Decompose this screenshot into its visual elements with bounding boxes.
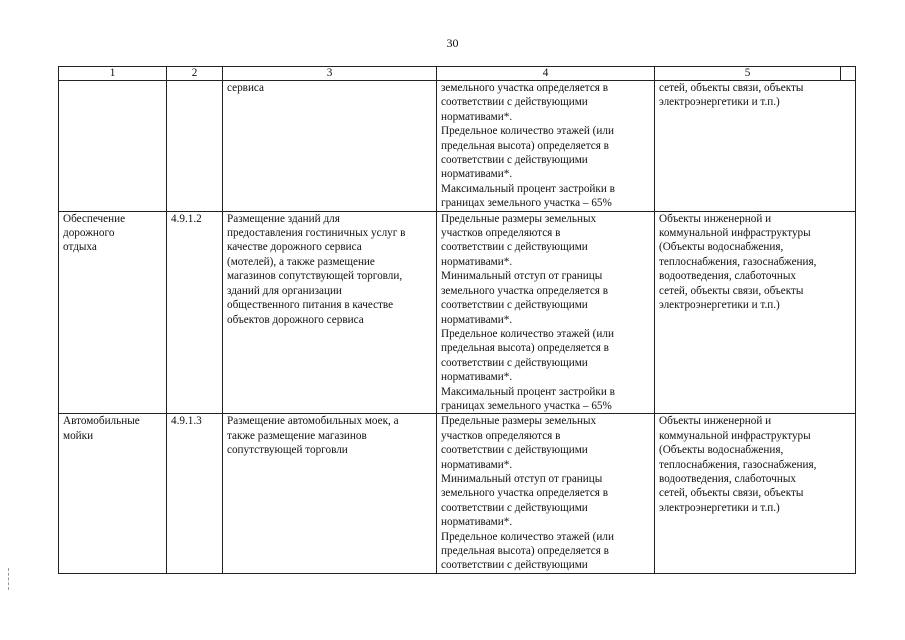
cell-text-line: Предельное количество этажей (или [441, 530, 614, 543]
cell-text-line: нормативами*. [441, 313, 513, 326]
cell-text-line: Минимальный отступ от границы [441, 270, 603, 283]
cell-text-line: Предельное количество этажей (или [441, 125, 614, 138]
zoning-table [58, 66, 856, 574]
cell-text-line: соответствии с действующими [441, 96, 588, 109]
cell-text-line: земельного участка определяется в [441, 284, 609, 297]
cell-text-line: Размещение зданий для [227, 212, 340, 225]
table-cell-3 [223, 211, 437, 414]
cell-text-line: дорожного [63, 227, 115, 240]
cell-text-line: земельного участка определяется в [441, 82, 609, 94]
header-col-extra [841, 67, 856, 81]
cell-text-line: предельная высота) определяется в [441, 342, 609, 355]
cell-text-line: границах земельного участка – 65% [441, 197, 612, 210]
cell-text-line: соответствии с действующими [441, 154, 588, 167]
header-col-5: 5 [655, 67, 841, 81]
table-cell-1 [59, 81, 167, 212]
table-cell-5 [655, 414, 856, 573]
cell-text-line: Максимальный процент застройки в [441, 182, 615, 195]
cell-text-line: Предельные размеры земельных [441, 415, 597, 428]
cell-text-line: Автомобильные [63, 415, 140, 428]
scan-edge-mark [8, 568, 10, 590]
cell-text-line: (Объекты водоснабжения, [659, 444, 784, 457]
cell-text-line: сетей, объекты связи, объекты [659, 82, 804, 94]
table-cell-4 [437, 211, 655, 414]
header-col-2: 2 [167, 67, 223, 81]
cell-text-line: объектов дорожного сервиса [227, 313, 364, 326]
cell-text-line: Объекты инженерной и [659, 415, 772, 428]
cell-text-line: электроэнергетики и т.п.) [659, 299, 780, 312]
cell-text-line: участков определяются в [441, 429, 561, 442]
cell-text-line: (мотелей), а также размещение [227, 255, 375, 268]
cell-text-line: коммунальной инфраструктуры [659, 227, 811, 240]
table-cell-2 [167, 211, 223, 414]
table-cell-5 [655, 81, 856, 212]
cell-text-line: Объекты инженерной и [659, 212, 772, 225]
cell-text-line: соответствии с действующими [441, 501, 588, 514]
cell-text-line: электроэнергетики и т.п.) [659, 501, 780, 514]
cell-text-line: Максимальный процент застройки в [441, 385, 615, 398]
table-cell-4 [437, 414, 655, 573]
cell-text-line: Предельное количество этажей (или [441, 327, 614, 340]
table-row [59, 414, 856, 573]
header-row [59, 67, 856, 81]
cell-text-line: коммунальной инфраструктуры [659, 429, 811, 442]
table-cell-2 [167, 81, 223, 212]
table-cell-2 [167, 414, 223, 573]
cell-text-line: земельного участка определяется в [441, 487, 609, 500]
table-cell-5 [655, 211, 856, 414]
cell-text-line: предельная высота) определяется в [441, 139, 609, 152]
cell-text-line: теплоснабжения, газоснабжения, [659, 458, 817, 471]
cell-text-line: водоотведения, слаботочных [659, 472, 796, 485]
cell-text-line: сетей, объекты связи, объекты [659, 284, 804, 297]
table-cell-4 [437, 81, 655, 212]
cell-text-line: участков определяются в [441, 227, 561, 240]
cell-text-line: водоотведения, слаботочных [659, 270, 796, 283]
cell-text-line: Предельные размеры земельных [441, 212, 597, 225]
cell-text-line: сервиса [227, 82, 264, 94]
cell-text-line: соответствии с действующими [441, 559, 588, 572]
cell-text-line: предоставления гостиничных услуг в [227, 227, 406, 240]
cell-text-line: отдыха [63, 241, 97, 254]
cell-text-line: теплоснабжения, газоснабжения, [659, 255, 817, 268]
cell-text-line: мойки [63, 429, 94, 442]
cell-text-line: нормативами*. [441, 516, 513, 529]
cell-text-line: Размещение автомобильных моек, а [227, 415, 399, 428]
cell-text-line: качестве дорожного сервиса [227, 241, 362, 254]
table-cell-3 [223, 414, 437, 573]
cell-text-line: соответствии с действующими [441, 356, 588, 369]
cell-text-line: общественного питания в качестве [227, 299, 394, 312]
table-cell-3 [223, 81, 437, 212]
cell-text-line: соответствии с действующими [441, 241, 588, 254]
page-number: 30 [446, 36, 459, 50]
header-col-3: 3 [223, 67, 437, 81]
cell-text-line: магазинов сопутствующей торговли, [227, 270, 403, 283]
cell-text-line: сетей, объекты связи, объекты [659, 487, 804, 500]
cell-text-line: Минимальный отступ от границы [441, 472, 603, 485]
cell-text-line: соответствии с действующими [441, 444, 588, 457]
cell-text-line: нормативами*. [441, 110, 513, 123]
cell-text-line: предельная высота) определяется в [441, 545, 609, 557]
cell-text-line: (Объекты водоснабжения, [659, 241, 784, 254]
cell-text-line: границах земельного участка – 65% [441, 399, 612, 412]
cell-text-line: зданий для организации [227, 284, 342, 297]
cell-text-line: соответствии с действующими [441, 299, 588, 312]
cell-text-line: нормативами*. [441, 168, 513, 181]
table-cell-1 [59, 211, 167, 414]
cell-text-line: также размещение магазинов [227, 429, 367, 442]
header-col-1: 1 [59, 67, 167, 81]
table-row [59, 81, 856, 212]
cell-text-line: 4.9.1.3 [171, 415, 202, 428]
cell-text-line: нормативами*. [441, 371, 513, 384]
cell-text-line: нормативами*. [441, 458, 513, 471]
table-cell-1 [59, 414, 167, 573]
cell-text-line: нормативами*. [441, 255, 513, 268]
table-row [59, 211, 856, 414]
cell-text-line: сопутствующей торговли [227, 444, 348, 457]
cell-text-line: электроэнергетики и т.п.) [659, 96, 780, 109]
cell-text-line: 4.9.1.2 [171, 212, 202, 225]
header-col-4: 4 [437, 67, 655, 81]
cell-text-line: Обеспечение [63, 212, 126, 225]
